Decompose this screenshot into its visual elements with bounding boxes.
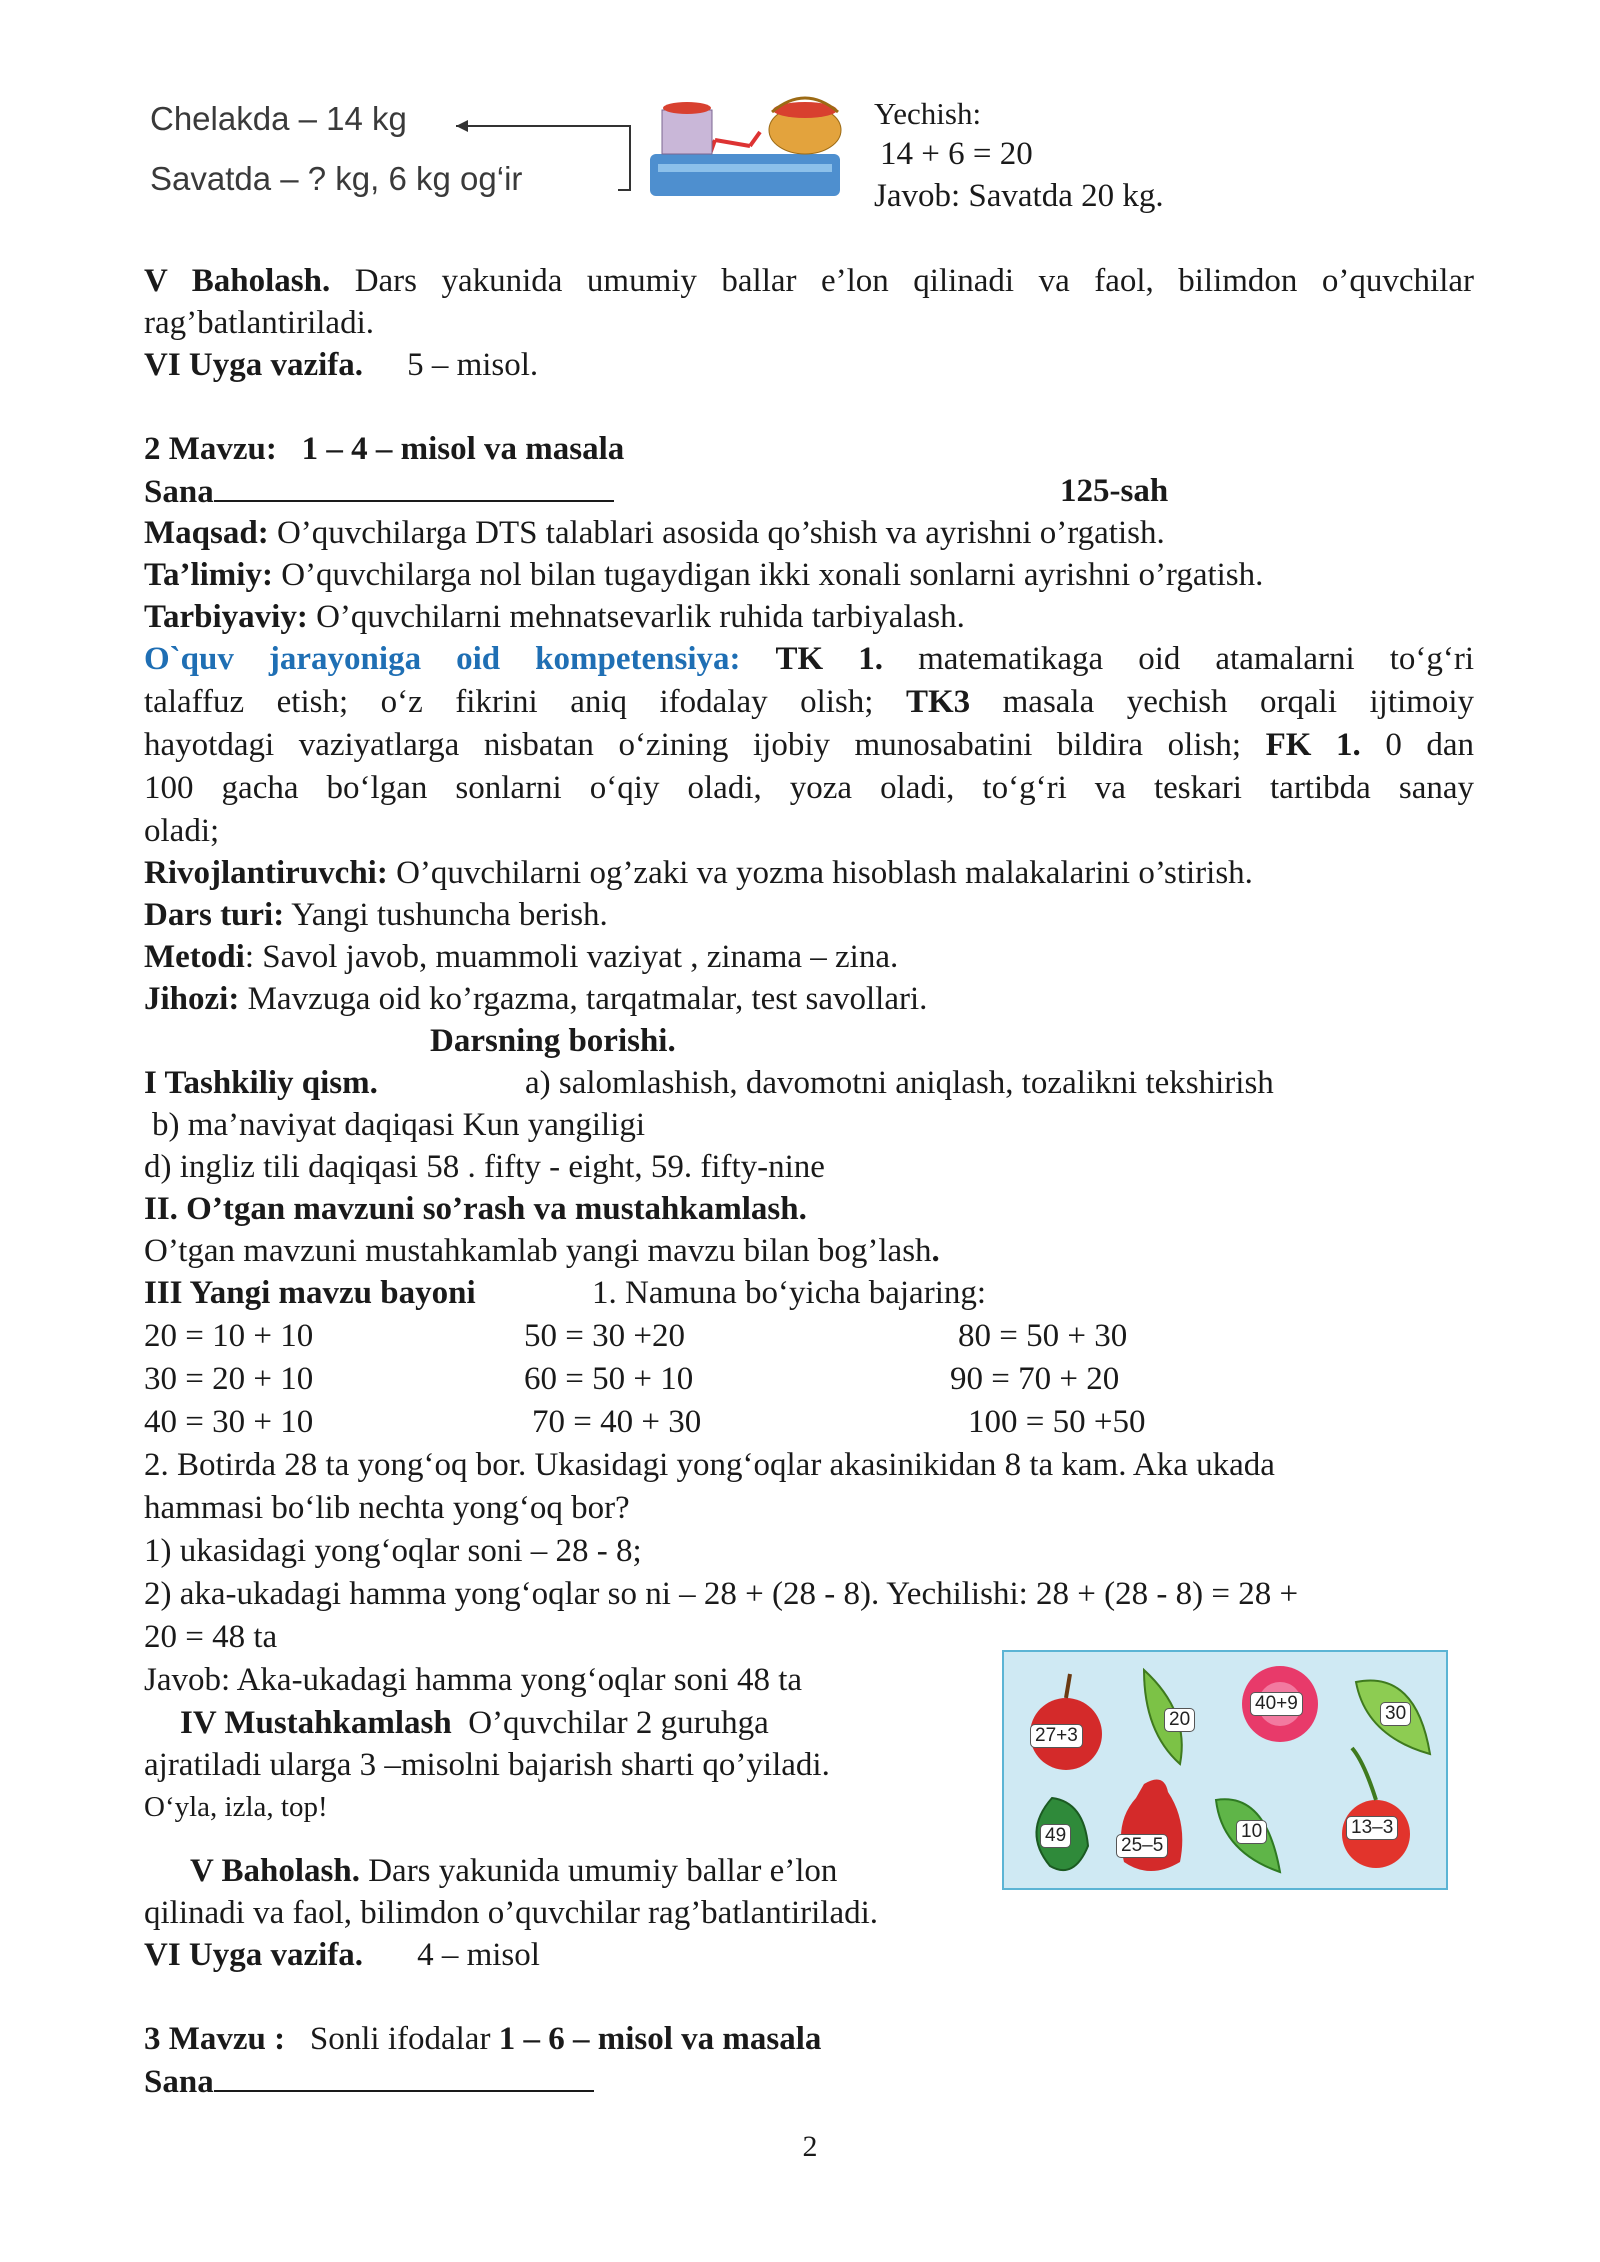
fruit-label: 30 bbox=[1380, 1702, 1411, 1726]
tarbiyaviy: Tarbiyaviy: O’quvchilarni mehnatsevarlik ruhida tarbiyalash. bbox=[144, 599, 965, 635]
kompetensiya-line1: O`quv jarayoniga oid kompetensiya: TK 1. matematikaga oid atamalarni to‘g‘ri bbox=[144, 641, 1475, 677]
lesson3-mavzu: 3 Mavzu : Sonli ifodalar 1 – 6 – misol va masala bbox=[144, 2021, 822, 2057]
otgan-head: II. O’tgan mavzuni so’rash va mustahkamlash. bbox=[144, 1191, 807, 1227]
baholash-1-line2: rag’batlantiriladi. bbox=[144, 305, 374, 341]
kompetensiya-line5: oladi; bbox=[144, 813, 220, 849]
fruit-label: 20 bbox=[1164, 1708, 1195, 1732]
equation: 60 = 50 + 10 bbox=[524, 1361, 694, 1397]
tashkiliy-d: d) ingliz tili daqiqasi 58 . fifty - eight, 59. fifty-nine bbox=[144, 1149, 825, 1185]
baholash-1-line1: V Baholash. Dars yakunida umumiy ballar e’lon qilinadi va faol, bilimdon o’quvchilar bbox=[144, 263, 1475, 299]
equation: 30 = 20 + 10 bbox=[144, 1361, 314, 1397]
tashkiliy-head: I Tashkiliy qism. bbox=[144, 1065, 378, 1101]
dars-turi: Dars turi: Yangi tushuncha berish. bbox=[144, 897, 608, 933]
scales-illustration bbox=[450, 92, 850, 207]
maqsad: Maqsad: O’quvchilarga DTS talablari asosida qo’shish va ayrishni o’rgatish. bbox=[144, 515, 1165, 551]
baholash-2-line2: qilinadi va faol, bilimdon o’quvchilar rag’batlantiriladi. bbox=[144, 1895, 879, 1931]
kompetensiya-line3: hayotdagi vaziyatlarga nisbatan o‘zining ijobiy munosabatini bildira olish; FK 1. 0 dan bbox=[144, 727, 1475, 763]
oyla-izla-top: O‘yla, izla, top! bbox=[144, 1791, 328, 1823]
page-ref: 125-sah bbox=[1060, 473, 1169, 509]
yechish-label: Yechish: bbox=[874, 96, 982, 131]
uyga-vazifa-2: VI Uyga vazifa. 4 – misol bbox=[144, 1937, 540, 1973]
fruit-label: 10 bbox=[1236, 1820, 1267, 1844]
fruit-label: 49 bbox=[1040, 1824, 1071, 1848]
sana-blank bbox=[214, 2060, 594, 2092]
fruit-illustration bbox=[1004, 1652, 1446, 1888]
tashkiliy-a: a) salomlashish, davomotni aniqlash, tozalikni tekshirish bbox=[525, 1065, 1274, 1101]
equation: 20 = 10 + 10 bbox=[144, 1318, 314, 1354]
chelakda-label: Chelakda – 14 kg bbox=[150, 100, 407, 137]
fruit-picture bbox=[1002, 1650, 1448, 1890]
rivojlantiruvchi: Rivojlantiruvchi: O’quvchilarni og’zaki va yozma hisoblash malakalarini o’stirish. bbox=[144, 855, 1253, 891]
masala2-line3: 1) ukasidagi yong‘oqlar soni – 28 - 8; bbox=[144, 1533, 642, 1569]
masala2-line1: 2. Botirda 28 ta yong‘oq bor. Ukasidagi yong‘oqlar akasinikidan 8 ta kam. Aka ukada bbox=[144, 1447, 1275, 1483]
lesson2-sana: Sana bbox=[144, 470, 614, 513]
jihozi: Jihozi: Mavzuga oid ko’rgazma, tarqatmalar, test savollari. bbox=[144, 981, 928, 1017]
uyga-vazifa-1: VI Uyga vazifa. 5 – misol. bbox=[144, 347, 539, 383]
page-number: 2 bbox=[802, 2130, 818, 2163]
fruit-label: 13–3 bbox=[1346, 1816, 1398, 1840]
metodi: Metodi: Savol javob, muammoli vaziyat , zinama – zina. bbox=[144, 939, 899, 975]
masala2-line5: 20 = 48 ta bbox=[144, 1619, 278, 1655]
equation: 40 = 30 + 10 bbox=[144, 1404, 314, 1440]
kompetensiya-line2: talaffuz etish; o‘z fikrini aniq ifodalay olish; TK3 masala yechish orqali ijtimoiy bbox=[144, 684, 1474, 720]
otgan-text: O’tgan mavzuni mustahkamlab yangi mavzu bilan bog’lash. bbox=[144, 1233, 940, 1269]
equation: 100 = 50 +50 bbox=[968, 1404, 1146, 1440]
kompetensiya-line4: 100 gacha bo‘lgan sonlarni o‘qiy oladi, yoza oladi, to‘g‘ri va teskari tartibda sanay bbox=[144, 770, 1474, 806]
yangi-text: 1. Namuna bo‘yicha bajaring: bbox=[592, 1275, 987, 1311]
tashkiliy-b: b) ma’naviyat daqiqasi Kun yangiligi bbox=[152, 1107, 646, 1143]
sana-blank bbox=[214, 470, 614, 502]
lesson3-sana: Sana bbox=[144, 2060, 594, 2103]
mustahkamlash-line2: ajratiladi ularga 3 –misolni bajarish sharti qo’yiladi. bbox=[144, 1747, 830, 1783]
fruit-label: 40+9 bbox=[1250, 1692, 1303, 1716]
yangi-head: III Yangi mavzu bayoni bbox=[144, 1275, 476, 1311]
masala2-line4: 2) aka-ukadagi hamma yong‘oqlar so ni – 28 + (28 - 8). Yechilishi: 28 + (28 - 8) = 28 + bbox=[144, 1576, 1299, 1612]
masala2-javob: Javob: Aka-ukadagi hamma yong‘oqlar soni 48 ta bbox=[144, 1662, 803, 1698]
equation: 90 = 70 + 20 bbox=[950, 1361, 1120, 1397]
masala2-line2: hammasi bo‘lib nechta yong‘oq bor? bbox=[144, 1490, 630, 1526]
darsning-borishi: Darsning borishi. bbox=[430, 1023, 676, 1059]
fruit-label: 25–5 bbox=[1116, 1834, 1168, 1858]
lesson2-mavzu: 2 Mavzu: 1 – 4 – misol va masala bbox=[144, 431, 625, 467]
equation: 70 = 40 + 30 bbox=[532, 1404, 702, 1440]
equation: 80 = 50 + 30 bbox=[958, 1318, 1128, 1354]
mustahkamlash: IV Mustahkamlash O’quvchilar 2 guruhga bbox=[180, 1705, 769, 1741]
talimiy: Ta’limiy: O’quvchilarga nol bilan tugaydigan ikki xonali sonlarni ayrishni o’rgatish. bbox=[144, 557, 1264, 593]
fruit-label: 27+3 bbox=[1030, 1724, 1083, 1748]
baholash-2-line1: V Baholash. Dars yakunida umumiy ballar e’lon bbox=[190, 1853, 838, 1889]
equation: 50 = 30 +20 bbox=[524, 1318, 685, 1354]
yechish-answer: Javob: Savatda 20 kg. bbox=[874, 178, 1164, 214]
savatda-label: Savatda – ? kg, 6 kg og‘ir bbox=[150, 160, 523, 197]
yechish-equation: 14 + 6 = 20 bbox=[880, 136, 1033, 172]
